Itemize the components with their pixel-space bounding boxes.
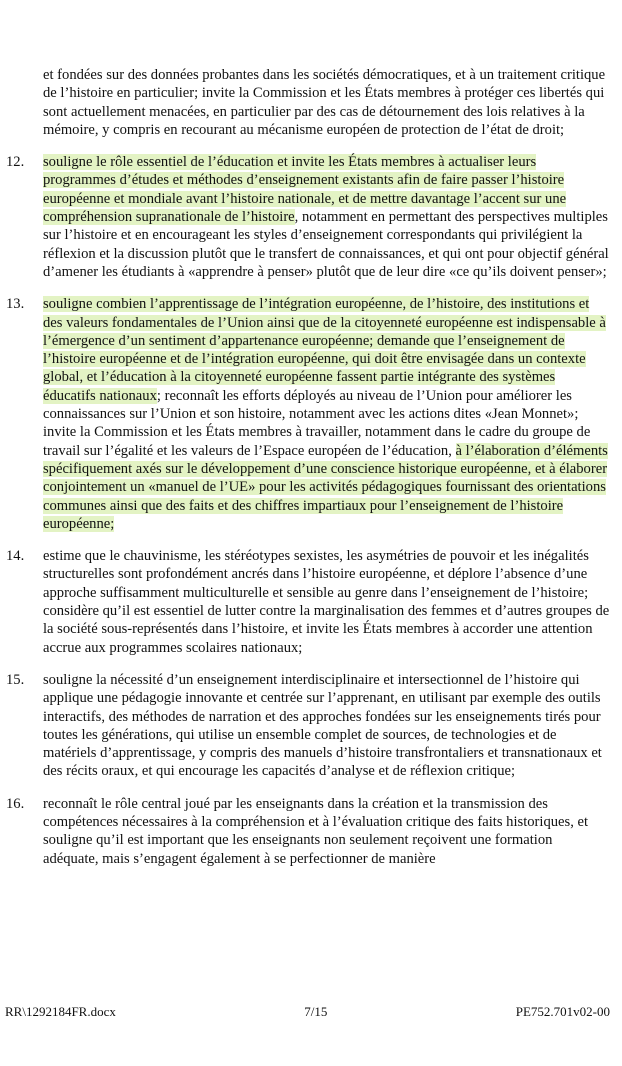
paragraph-text: reconnaît le rôle central joué par les enseignants dans la création et la transmission des compétences nécessaires à la compréhension et à l’évaluation critique des faits historiques, et souligne qu’il est important que les enseignants non seulement reçoivent une formation adéquate, mais s’engagent également à se perfectionner de manière (43, 795, 589, 867)
paragraph-14 (6, 547, 611, 657)
paragraph-text: estime que le chauvinisme, les stéréotypes sexistes, les asymétries de pouvoir et les inégalités structurelles sont profondément ancrés dans l’histoire européenne, et déplore l’absence d’une approche suffisamment multiculturelle et sensible au genre dans l’enseignement de l’histoire; considère qu’il est essentiel de lutter contre la marginalisation des femmes et d’autres groupes de la société sous-représentés dans l’histoire, et invite les États membres à accorder une attention accrue aux programmes scolaires nationaux; (43, 548, 610, 656)
paragraph-text (43, 153, 611, 281)
paragraph-number: 13. (6, 296, 25, 313)
page-footer (5, 1004, 610, 1020)
paragraph-text: souligne la nécessité d’un enseignement interdisciplinaire et intersectionnel de l’histoire qui applique une pédagogie innovante et centrée sur l’apprenant, en utilisant par exemple des outils interactifs, des méthodes de narration et des approches fondées sur les enseignements tirés pour toutes les générations, qui utilise un ensemble complet de sources, de technologies et de matériels d’apprentissage, y compris des manuels d’histoire transfrontaliers et transnationaux et des récits oraux, et qui encourage les capacités d’analyse et de réflexion critique; (43, 671, 602, 780)
paragraph-number: 14. (6, 548, 25, 565)
paragraph-number: 12. (6, 154, 25, 171)
paragraph-15 (6, 671, 611, 781)
paragraph-number: 15. (6, 671, 25, 688)
highlighted-text: souligne combien l’apprentissage de l’intégration européenne, de l’histoire, des institutions et des valeurs fondamentales de l’Union ainsi que de la citoyenneté européenne est indispensable à l’émergence d’un sentiment d’appartenance européenne; demande que l’enseignement de l’histoire européenne et de l’intégration européenne, qui doit être envisagée dans un contexte global, et l’éducation à la citoyenneté européenne fassent partie intégrante des systèmes éducatifs nationaux (43, 296, 606, 404)
highlighted-text: à l’élaboration d’éléments spécifiquement axés sur le développement d’une conscience historique européenne, et à élaborer conjointement un «manuel de l’UE» pour les activités pédagogiques fournissant des orientations communes ainsi que des faits et des chiffres impartiaux pour l’enseignement de l’histoire européenne; (43, 442, 608, 532)
pe-reference: PE752.701v02-00 (515, 1004, 610, 1019)
intro-paragraph: et fondées sur des données probantes dans les sociétés démocratiques, et à un traitement critique de l’histoire en particulier; invite la Commission et les États membres à protéger ces libertés qui sont actuellement menacées, en particulier par des cas de détournement des lois relatives à la mémoire, y compris en recourant au mécanisme européen de protection de l’état de droit; (43, 67, 606, 138)
document-reference: RR\1292184FR.docx (5, 1004, 116, 1019)
page-number: 7/15 (304, 1004, 328, 1019)
paragraph-13 (6, 295, 611, 533)
paragraph-16 (6, 795, 611, 868)
plain-text: , notamment en permettant des perspectives multiples sur l’histoire et en encourageant les styles d’enseignement correspondants qui privilégient la réflexion et la discussion plutôt que le transfert de connaissances, et qui ont pour objectif général d’amener les étudiants à «apprendre à penser» plutôt que de leur dire «ce qu’ils doivent penser»; (43, 209, 609, 280)
plain-text: ; reconnaît les efforts déployés au niveau de l’Union pour améliorer les connaissances sur l’Union et son histoire, notamment avec les actions dites «Jean Monnet»; invite la Commission et les États membres à travailler, notamment dans le cadre du groupe de travail sur l’égalité et les valeurs de l’Espace européen de l’éducation, (43, 387, 591, 459)
paragraph-12 (6, 153, 611, 281)
document-body (6, 66, 611, 882)
paragraph-number: 16. (6, 795, 25, 812)
paragraph-text (43, 295, 611, 533)
highlighted-text: souligne le rôle essentiel de l’éducation et invite les États membres à actualiser leurs programmes d’études et méthodes d’enseignement existants afin de faire passer l’histoire européenne et mondiale avant l’histoire nationale, et de mettre davantage l’accent sur une compréhension supranationale de l’histoire (43, 154, 567, 226)
